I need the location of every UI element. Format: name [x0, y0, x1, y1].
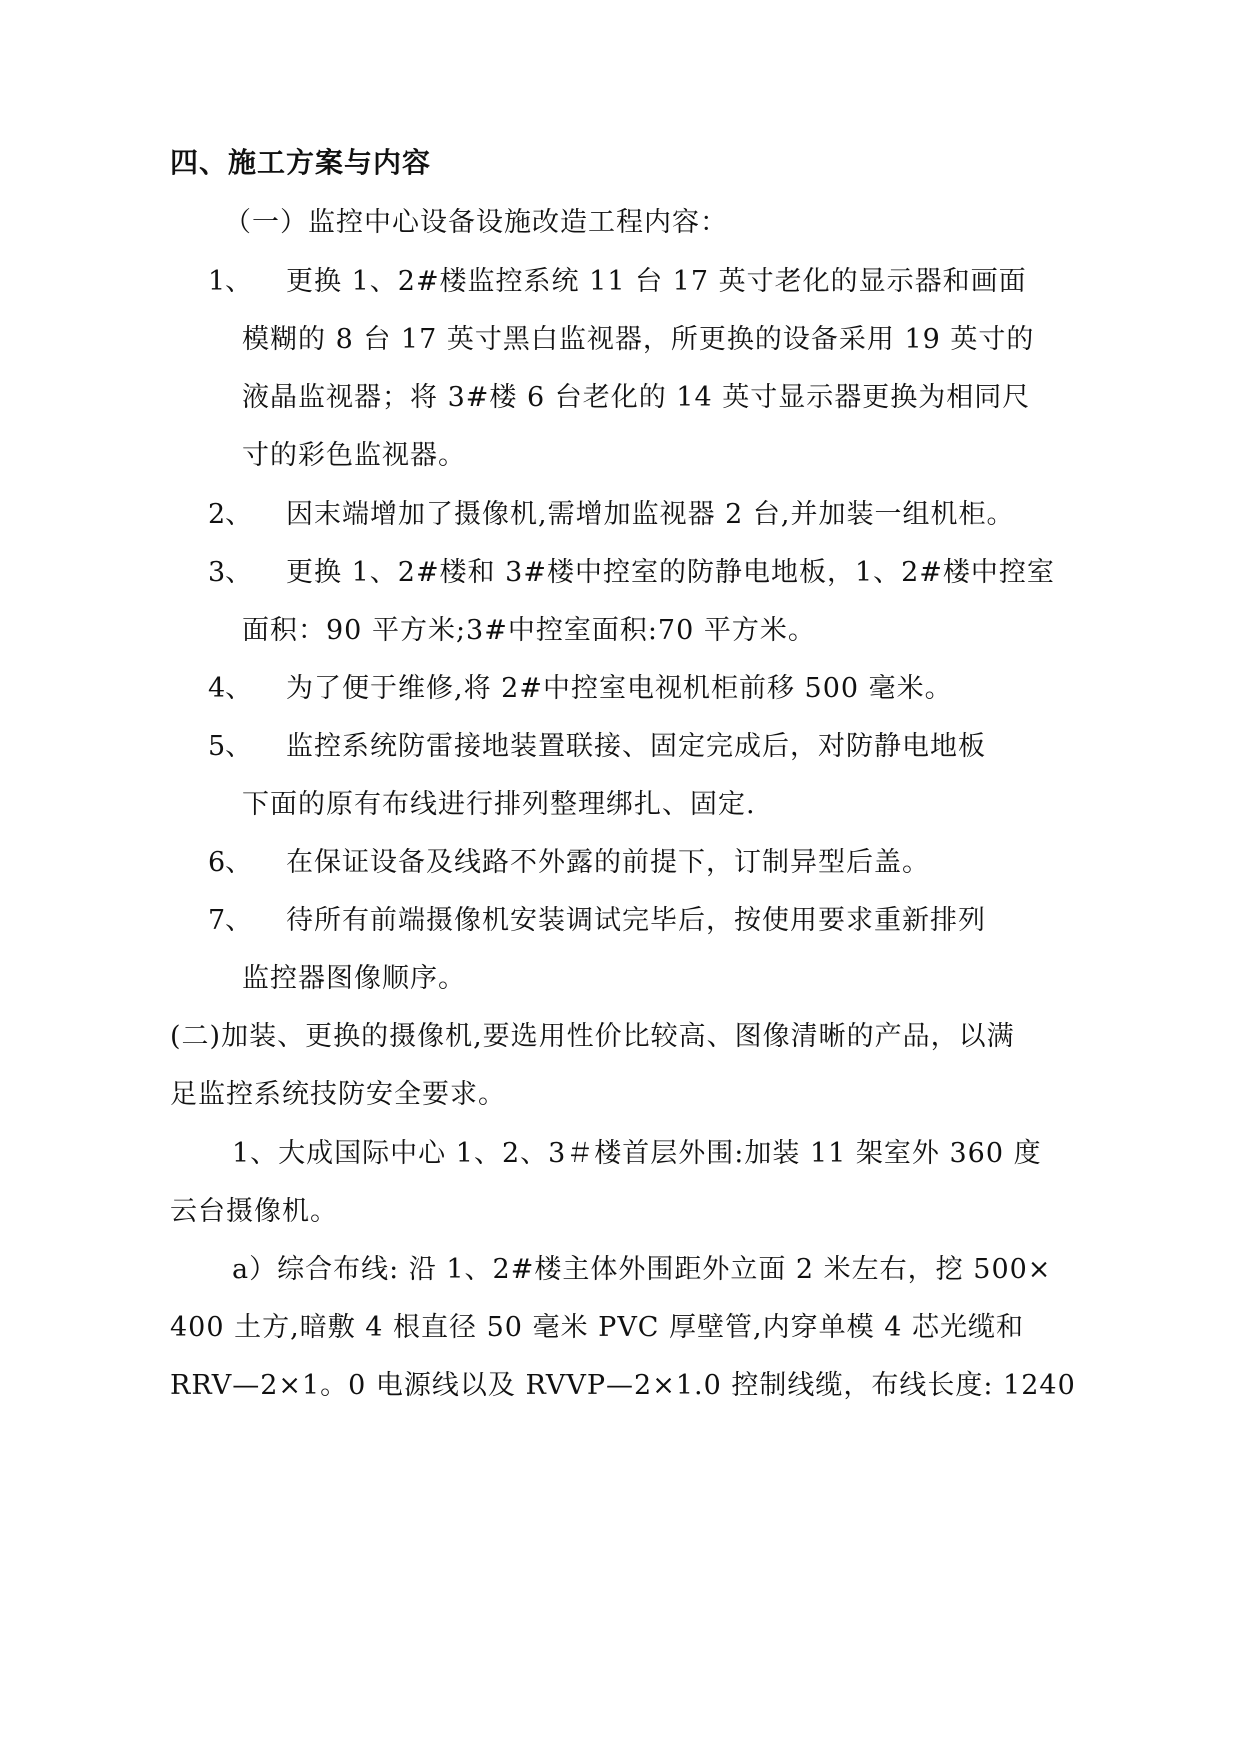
item-number-2: 2、 — [208, 499, 253, 530]
dacheng-line-2: 云台摄像机。 — [170, 1196, 338, 1227]
dacheng-line-1: 1、大成国际中心 1、2、3＃楼首层外围:加装 11 架室外 360 度 — [232, 1138, 1042, 1169]
item-7-line-1: 待所有前端摄像机安装调试完毕后，按使用要求重新排列 — [286, 905, 986, 936]
section-heading: 四、施工方案与内容 — [170, 146, 432, 179]
item-1-line-3: 液晶监视器；将 3#楼 6 台老化的 14 英寸显示器更换为相同尺 — [242, 382, 1031, 413]
subsection-2-line-1: (二)加装、更换的摄像机,要选用性价比较高、图像清晰的产品，以满 — [170, 1021, 1015, 1052]
item-number-5: 5、 — [208, 731, 253, 762]
item-5-line-1: 监控系统防雷接地装置联接、固定完成后，对防静电地板 — [286, 731, 986, 762]
item-4-line-1: 为了便于维修,将 2#中控室电视机柜前移 500 毫米。 — [286, 673, 953, 704]
item-6-line-1: 在保证设备及线路不外露的前提下，订制异型后盖。 — [286, 847, 930, 878]
subsection-title-1: （一）监控中心设备设施改造工程内容： — [224, 207, 728, 238]
item-2-line-1: 因末端增加了摄像机,需增加监视器 2 台,并加装一组机柜。 — [286, 499, 1015, 530]
item-3-line-2: 面积：90 平方米;3#中控室面积:70 平方米。 — [242, 615, 816, 646]
item-1-line-1: 更换 1、2#楼监控系统 11 台 17 英寸老化的显示器和画面 — [286, 266, 1027, 297]
item-number-1: 1、 — [208, 266, 253, 297]
item-number-6: 6、 — [208, 847, 253, 878]
item-3-line-1: 更换 1、2#楼和 3#楼中控室的防静电地板，1、2#楼中控室 — [286, 557, 1055, 588]
item-a-line-2: 400 土方,暗敷 4 根直径 50 毫米 PVC 厚壁管,内穿单模 4 芯光缆和 — [170, 1312, 1024, 1343]
item-number-4: 4、 — [208, 673, 253, 704]
item-1-line-4: 寸的彩色监视器。 — [242, 440, 466, 471]
item-number-7: 7、 — [208, 905, 253, 936]
item-a-line-1: a）综合布线: 沿 1、2#楼主体外围距外立面 2 米左右，挖 500× — [232, 1254, 1052, 1285]
item-1-line-2: 模糊的 8 台 17 英寸黑白监视器，所更换的设备采用 19 英寸的 — [242, 324, 1035, 355]
item-7-line-2: 监控器图像顺序。 — [242, 963, 466, 994]
item-5-line-2: 下面的原有布线进行排列整理绑扎、固定. — [242, 789, 756, 820]
item-a-line-3: RRV—2×1。0 电源线以及 RVVP—2×1.0 控制线缆，布线长度: 1240 — [170, 1370, 1076, 1401]
subsection-2-line-2: 足监控系统技防安全要求。 — [170, 1079, 506, 1110]
item-number-3: 3、 — [208, 557, 253, 588]
